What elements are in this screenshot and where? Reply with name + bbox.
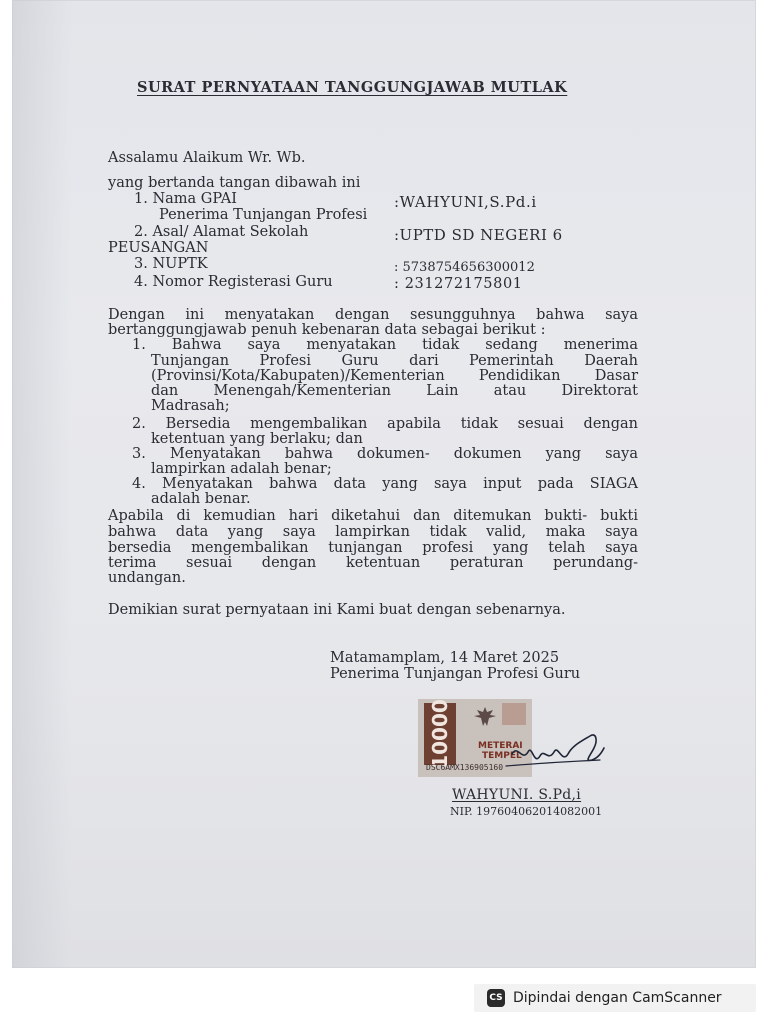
- paper-shadow: [12, 0, 72, 968]
- point-4-line: adalah benar.: [151, 491, 251, 507]
- field-noreg-value: : 231272175801: [394, 276, 523, 292]
- field-nama-value: :WAHYUNI,S.Pd.i: [394, 193, 537, 211]
- stamp-label-meterai: METERAI: [478, 741, 523, 751]
- stamp-label-tempel: TEMPEL: [482, 751, 522, 761]
- closing-line: Apabila di kemudian hari diketahui dan ditemukan bukti- bukti: [108, 508, 638, 524]
- statement-line: Dengan ini menyatakan dengan sesungguhnya bahwa saya: [108, 307, 638, 323]
- intro-text: yang bertanda tangan dibawah ini: [108, 175, 361, 191]
- field-asal-value: :UPTD SD NEGERI 6: [394, 226, 563, 244]
- signer-name: WAHYUNI. S.Pd,i: [452, 787, 582, 803]
- point-1-line: (Provinsi/Kota/Kabupaten)/Kementerian Pendidikan Dasar: [151, 368, 638, 384]
- field-nuptk-label: 3. NUPTK: [134, 256, 208, 272]
- garuda-emblem-icon: [472, 705, 498, 729]
- field-asal-label: 2. Asal/ Alamat Sekolah: [134, 224, 309, 240]
- point-1-line: Madrasah;: [151, 398, 230, 414]
- point-1-line: 1. Bahwa saya menyatakan tidak sedang menerima: [132, 337, 638, 353]
- camscanner-watermark: [474, 984, 756, 1012]
- point-3-line: lampirkan adalah benar;: [151, 461, 332, 477]
- closing-line: bahwa data yang saya lampirkan tidak valid, maka saya: [108, 524, 638, 540]
- point-1-line: Tunjangan Profesi Guru dari Pemerintah Daerah: [151, 353, 638, 369]
- stamp-value: 10000: [428, 699, 452, 769]
- stamp-serial: DSC6AMX136905160: [426, 763, 504, 772]
- statement-line: bertanggungjawab penuh kebenaran data sebagai berikut :: [108, 322, 546, 338]
- camscanner-text: Dipindai dengan CamScanner: [513, 990, 722, 1006]
- field-nuptk-value: : 5738754656300012: [394, 260, 535, 275]
- handwritten-signature: [500, 722, 610, 782]
- field-noreg-label: 4. Nomor Registerasi Guru: [134, 274, 333, 290]
- field-asal-continued: PEUSANGAN: [108, 240, 209, 256]
- point-2-line: 2. Bersedia mengembalikan apabila tidak sesuai dengan: [132, 416, 638, 432]
- signer-role: Penerima Tunjangan Profesi Guru: [330, 666, 581, 682]
- signer-nip: NIP. 197604062014082001: [450, 805, 603, 818]
- point-3-line: 3. Menyatakan bahwa dokumen- dokumen yang saya: [132, 446, 638, 462]
- place-date: Matamamplam, 14 Maret 2025: [330, 650, 560, 666]
- point-2-line: ketentuan yang berlaku; dan: [151, 431, 363, 447]
- demikian-text: Demikian surat pernyataan ini Kami buat dengan sebenarnya.: [108, 602, 566, 618]
- field-penerima: Penerima Tunjangan Profesi: [159, 207, 368, 223]
- closing-line: terima sesuai dengan ketentuan peraturan perundang-: [108, 555, 638, 571]
- point-1-line: dan Menengah/Kementerian Lain atau Direktorat: [151, 383, 638, 399]
- camscanner-icon: CS: [487, 989, 505, 1007]
- closing-line: undangan.: [108, 570, 186, 586]
- greeting: Assalamu Alaikum Wr. Wb.: [108, 150, 306, 166]
- document-title: SURAT PERNYATAAN TANGGUNGJAWAB MUTLAK: [137, 79, 568, 96]
- closing-line: bersedia mengembalikan tunjangan profesi yang telah saya: [108, 540, 638, 556]
- field-nama-label: 1. Nama GPAI: [134, 191, 237, 207]
- point-4-line: 4. Menyatakan bahwa data yang saya input pada SIAGA: [132, 476, 638, 492]
